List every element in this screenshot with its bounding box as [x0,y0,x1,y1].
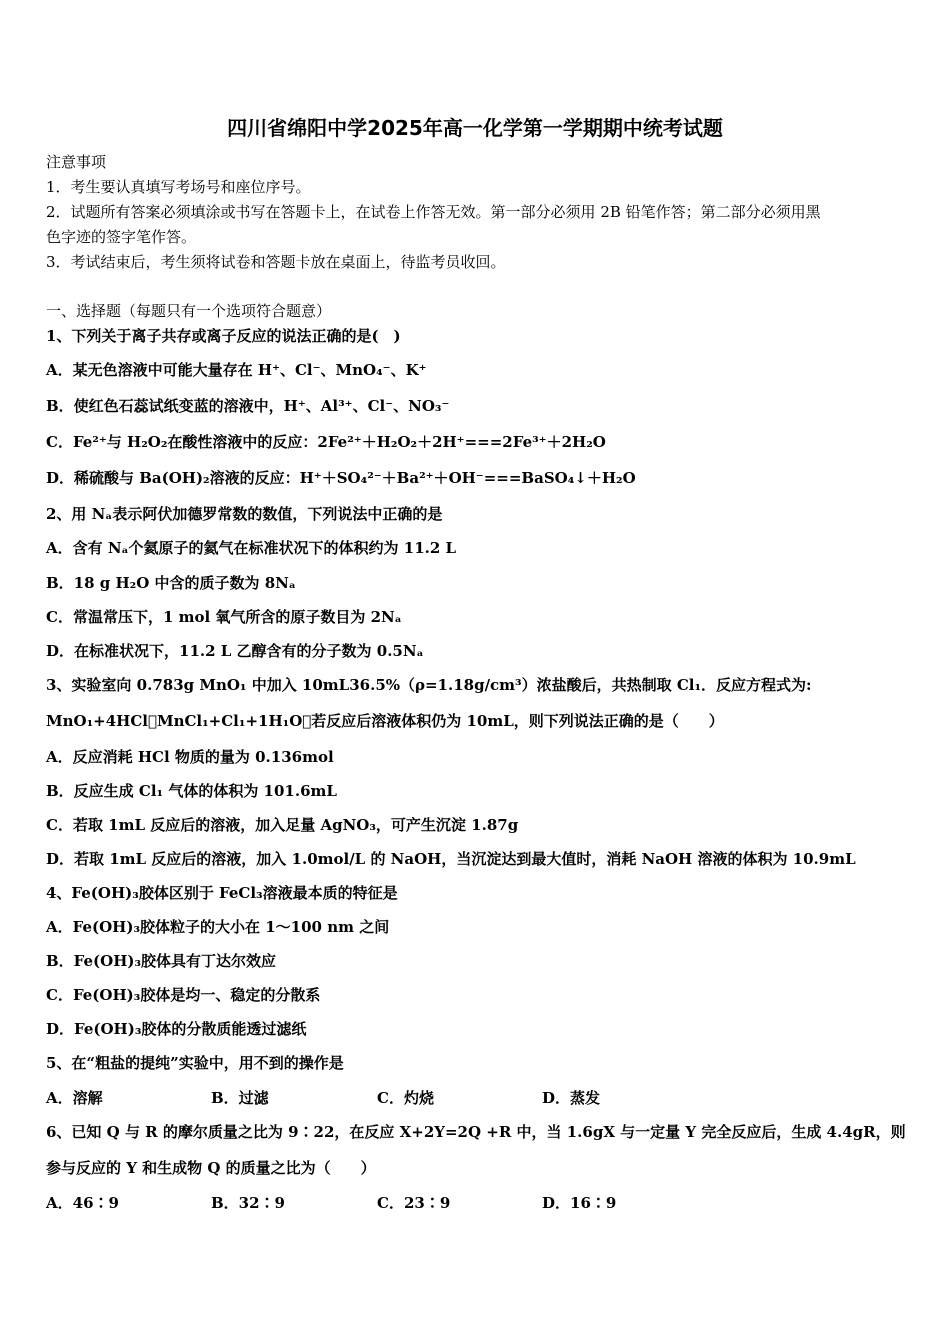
option: C．Fe²⁺与 H₂O₂在酸性溶液中的反应：2Fe²⁺＋H₂O₂＋2H⁺===2Fe³⁺＋2H₂O [46,433,606,451]
option: C．灼烧 [377,1089,434,1107]
option: B．32∶9 [211,1194,285,1212]
question-stem: 3、实验室向 0.783g MnO₁ 中加入 10mL36.5%（ρ=1.18g/cm³）浓盐酸后，共热制取 Cl₁．反应方程式为: [46,676,812,694]
option: D．蒸发 [542,1089,601,1107]
option: A．某无色溶液中可能大量存在 H⁺、Cl⁻、MnO₄⁻、K⁺ [46,361,427,379]
page-title: 四川省绵阳中学2025年高一化学第一学期期中统考试题 [227,116,723,140]
question-stem-continued: 参与反应的 Y 和生成物 Q 的质量之比为（ ） [46,1159,376,1177]
notice-item: 色字迹的签字笔作答。 [46,228,197,246]
option: B．Fe(OH)₃胶体具有丁达尔效应 [46,952,277,970]
option: C．Fe(OH)₃胶体是均一、稳定的分散系 [46,986,321,1004]
option: D．在标准状况下，11.2 L 乙醇含有的分子数为 0.5Nₐ [46,642,424,660]
option: C．若取 1mL 反应后的溶液，加入足量 AgNO₃，可产生沉淀 1.87g [46,816,519,834]
option: B．18 g H₂O 中含的质子数为 8Nₐ [46,574,296,592]
option: C．常温常压下，1 mol 氧气所含的原子数目为 2Nₐ [46,608,402,626]
option: B．过滤 [211,1089,269,1107]
question-stem: 1、下列关于离子共存或离子反应的说法正确的是( ) [46,327,401,345]
option: A．Fe(OH)₃胶体粒子的大小在 1～100 nm 之间 [46,918,390,936]
question-stem: 5、在“粗盐的提纯”实验中，用不到的操作是 [46,1054,344,1072]
notice-item: 1．考生要认真填写考场号和座位序号。 [46,178,311,196]
option: A．溶解 [46,1089,103,1107]
notice-item: 3．考试结束后，考生须将试卷和答题卡放在桌面上，待监考员收回。 [46,253,506,271]
option: D．稀硫酸与 Ba(OH)₂溶液的反应：H⁺＋SO₄²⁻＋Ba²⁺＋OH⁻===BaSO₄↓＋H₂O [46,469,636,487]
option: D．Fe(OH)₃胶体的分散质能透过滤纸 [46,1020,307,1038]
question-stem: 4、Fe(OH)₃胶体区别于 FeCl₃溶液最本质的特征是 [46,884,398,902]
question-stem: 2、用 Nₐ表示阿伏加德罗常数的数值，下列说法中正确的是 [46,505,443,523]
option: A．46∶9 [46,1194,119,1212]
option: D．若取 1mL 反应后的溶液，加入 1.0mol/L 的 NaOH，当沉淀达到最大值时，消耗 NaOH 溶液的体积为 10.9mL [46,850,856,868]
question-stem-continued: MnO₁+4HCl⃞MnCl₁+Cl₁+1H₁O，若反应后溶液体积仍为 10mL，则下列说法正确的是（ ） [46,712,724,730]
option: A．反应消耗 HCl 物质的量为 0.136mol [46,748,334,766]
section-heading: 一、选择题（每题只有一个选项符合题意） [46,302,332,320]
question-stem: 6、已知 Q 与 R 的摩尔质量之比为 9∶22，在反应 X+2Y=2Q +R 中，当 1.6gX 与一定量 Y 完全反应后，生成 4.4gR，则 [46,1123,906,1141]
option: D．16∶9 [542,1194,617,1212]
option: B．使红色石蕊试纸变蓝的溶液中，H⁺、Al³⁺、Cl⁻、NO₃⁻ [46,397,450,415]
notice-heading: 注意事项 [46,153,107,171]
option: A．含有 Nₐ个氦原子的氦气在标准状况下的体积约为 11.2 L [46,539,457,557]
notice-item: 2．试题所有答案必须填涂或书写在答题卡上，在试卷上作答无效。第一部分必须用 2B 铅笔作答；第二部分必须用黑 [46,203,821,221]
option: C．23∶9 [377,1194,451,1212]
option: B．反应生成 Cl₁ 气体的体积为 101.6mL [46,782,337,800]
